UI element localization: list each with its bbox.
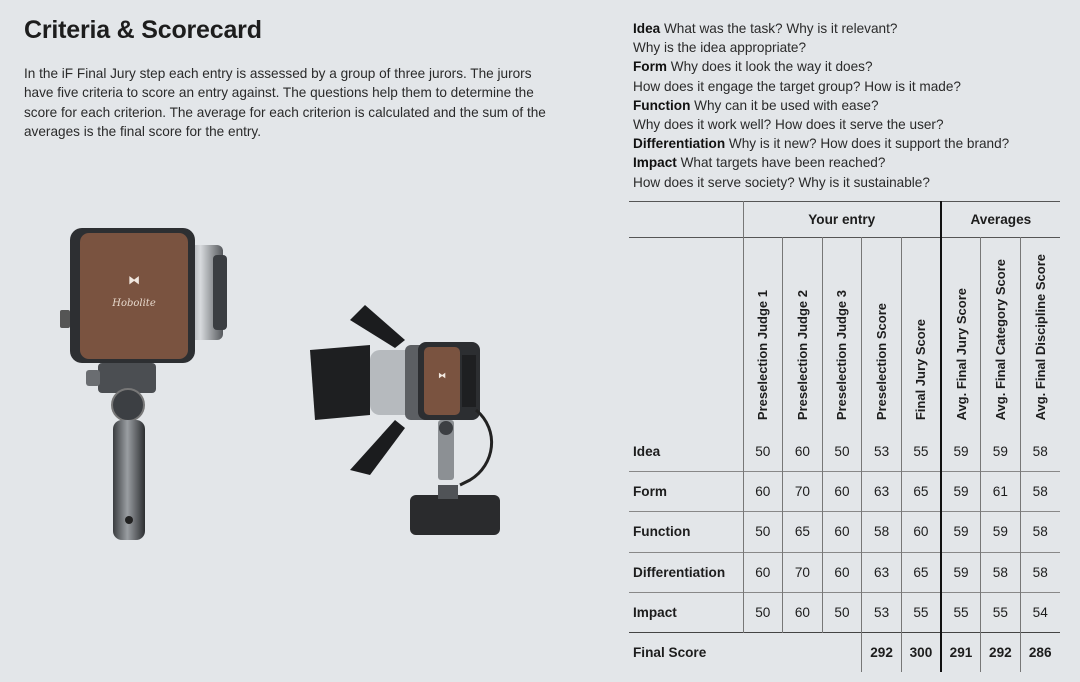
intro-paragraph: In the iF Final Jury step each entry is assessed by a group of three jurors. The jurors have five criteria to score an entry against. The questions help them to determine the score for each criterion. The average for each criterion is calculated and the sum of the averages is the final score for the entry. (24, 66, 546, 140)
column-header: Preselection Judge 3 (822, 238, 862, 433)
scorecard-table (629, 201, 1060, 672)
question-form: Form Why does it look the way it does? How does it engage the target group? How is it made? (633, 59, 961, 94)
brand-mark: Hobolite (112, 298, 156, 309)
question-function: Function Why can it be used with ease? Why does it work well? How does it serve the user? (633, 97, 944, 133)
criteria-questions (633, 19, 1073, 192)
column-header: Preselection Judge 2 (783, 238, 823, 433)
handheld-light-image (58, 220, 258, 550)
svg-text:⧓: ⧓ (438, 371, 446, 380)
column-header: Final Jury Score (901, 238, 941, 433)
column-header: Preselection Score (862, 238, 902, 433)
page-title: Criteria & Scorecard (24, 16, 262, 44)
column-header: Preselection Judge 1 (743, 238, 783, 433)
table-row: Function 50 65 60 58 60 59 59 58 (629, 512, 1060, 552)
column-header: Avg. Final Discipline Score (1020, 238, 1060, 433)
column-header: Avg. Final Category Score (981, 238, 1021, 433)
barn-door-light-image (310, 300, 510, 545)
table-row: Differentiation 60 70 60 63 65 59 58 58 (629, 552, 1060, 592)
question-differentiation: Differentiation Why is it new? How does it support the brand? (633, 136, 1010, 152)
group-your-entry: Your entry (743, 202, 941, 238)
question-idea: Idea What was the task? Why is it relevant? Why is the idea appropriate? (633, 21, 898, 56)
svg-text:⧓: ⧓ (128, 273, 140, 287)
table-row: Idea 50 60 50 53 55 59 59 58 (629, 432, 1060, 472)
final-score-row: Final Score 292 300 291 292 286 (629, 632, 1060, 672)
column-header: Avg. Final Jury Score (941, 238, 981, 433)
group-averages: Averages (941, 202, 1060, 238)
table-row: Impact 50 60 50 53 55 55 55 54 (629, 592, 1060, 632)
question-impact: Impact What targets have been reached? How does it serve society? Why is it sustainable? (633, 155, 930, 190)
table-row: Form 60 70 60 63 65 59 61 58 (629, 472, 1060, 512)
